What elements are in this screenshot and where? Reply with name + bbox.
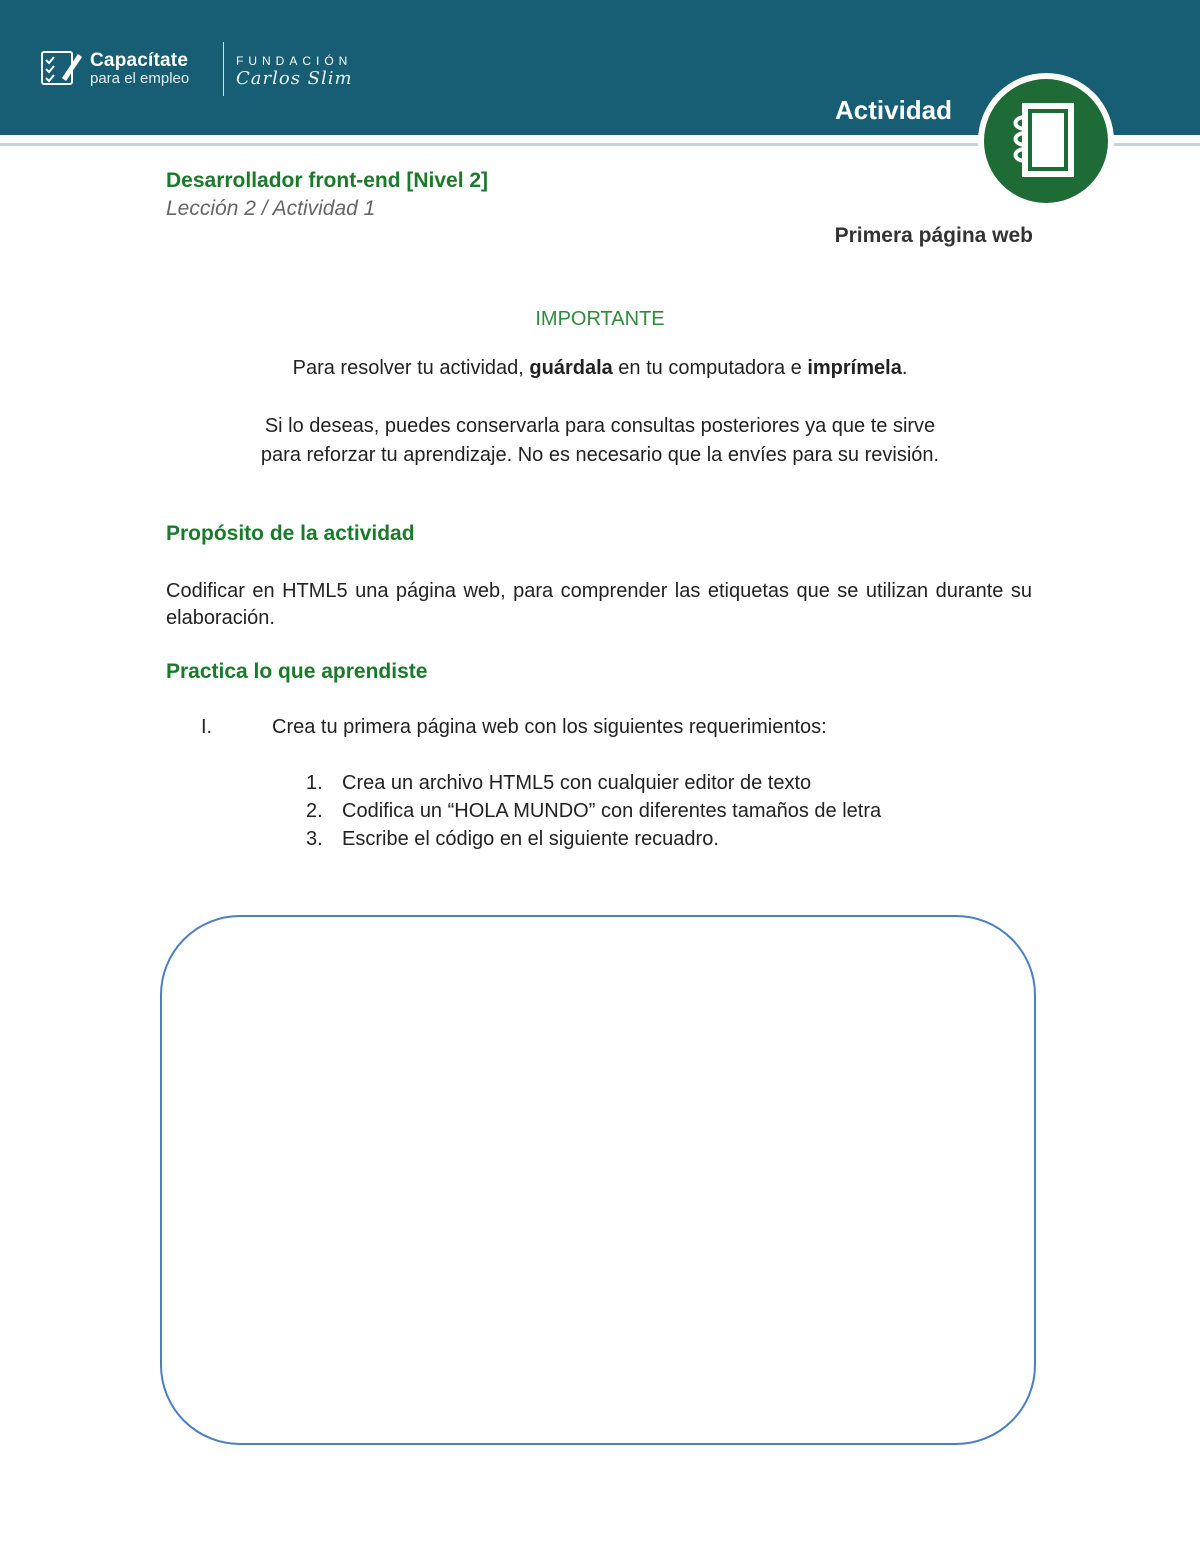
step-number: 2. [306,800,323,822]
logo-title: Capacítate [90,49,189,71]
capacitate-logo [40,46,189,90]
course-title: Desarrollador front-end [Nivel 2] [166,169,489,192]
step-number: 3. [306,828,323,850]
logo-separator [223,42,224,96]
step-text: Crea un archivo HTML5 con cualquier editor de texto [342,772,812,794]
foundation-line2: Carlos Slim [236,68,353,89]
code-answer-box[interactable] [160,915,1036,1445]
item-number: I. [201,716,213,738]
note-bold-print: imprímela [807,357,902,379]
note-bold-save: guárdala [529,357,613,379]
detail-line: Si lo deseas, puedes conservarla para consultas posteriores ya que te sirve [264,415,936,437]
list-item [306,800,881,828]
list-item [306,772,881,800]
important-heading: IMPORTANTE [535,308,665,330]
checklist-icon [40,48,84,88]
note-text: en tu computadora e [612,357,808,379]
list-item [306,828,881,856]
purpose-heading: Propósito de la actividad [166,522,415,545]
notebook-icon [976,71,1116,211]
step-number: 1. [306,772,323,794]
important-detail [166,412,1034,470]
important-note [166,357,1034,380]
practice-heading: Practica lo que aprendiste [166,660,428,683]
section-label: Actividad [835,95,953,125]
lesson-label: Lección 2 / Actividad 1 [166,197,376,220]
foundation-line1: FUNDACIÓN [236,54,353,68]
page-subtitle: Primera página web [834,224,1033,247]
steps-list [306,772,881,856]
note-text: Para resolver tu actividad, [292,357,530,379]
purpose-text: Codificar en HTML5 una página web, para comprender las etiquetas que se utilizan durante su elaboración. [166,580,1032,629]
detail-line: para reforzar tu aprendizaje. No es necesario que la envíes para su revisión. [260,444,940,466]
foundation-logo [236,54,353,89]
step-text: Codifica un “HOLA MUNDO” con diferentes tamaños de letra [342,800,882,822]
note-text: . [901,357,908,379]
step-text: Escribe el código en el siguiente recuadro. [342,828,719,850]
logo-subtitle: para el empleo [90,69,190,87]
item-text: Crea tu primera página web con los siguientes requerimientos: [272,716,827,738]
